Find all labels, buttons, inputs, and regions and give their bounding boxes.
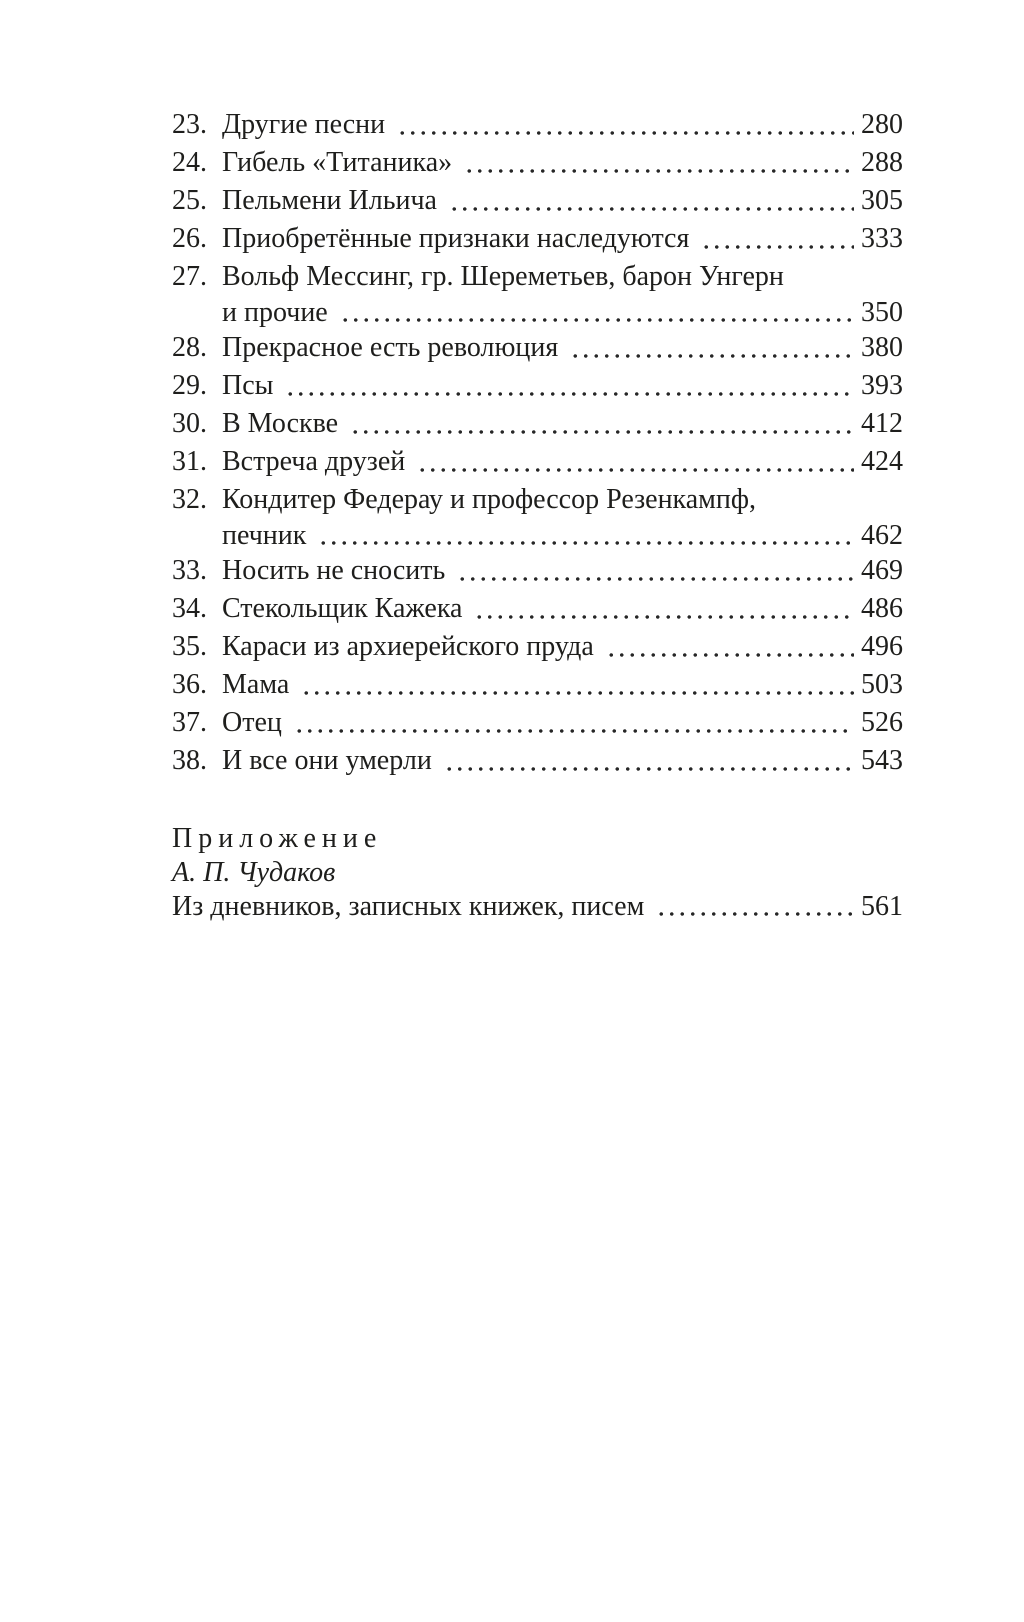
toc-entry-page: 526 bbox=[861, 707, 903, 738]
dot-leader bbox=[474, 590, 854, 628]
toc-entry-number: 26. bbox=[172, 223, 207, 254]
toc-entry-number: 23. bbox=[172, 109, 207, 140]
dot-leader bbox=[417, 443, 854, 481]
toc-entry-page: 469 bbox=[861, 555, 903, 586]
dot-leader bbox=[301, 666, 854, 704]
appendix-entry-page: 561 bbox=[861, 891, 903, 922]
toc-entry bbox=[172, 106, 903, 144]
toc-entry-page: 496 bbox=[861, 631, 903, 662]
toc-entry-number: 36. bbox=[172, 669, 207, 700]
toc-entry-page: 462 bbox=[861, 520, 903, 551]
toc-entry bbox=[172, 552, 903, 590]
toc-entry bbox=[172, 481, 903, 552]
appendix-entry-title: Из дневников, записных книжек, писем bbox=[172, 891, 645, 922]
toc-entry-number: 34. bbox=[172, 593, 207, 624]
dot-leader bbox=[570, 329, 854, 367]
toc-entry-title: Приобретённые признаки наследуются bbox=[222, 223, 690, 254]
toc-entry-number: 32. bbox=[172, 484, 207, 515]
toc-entry-page: 350 bbox=[861, 297, 903, 328]
toc-entry-page: 543 bbox=[861, 745, 903, 776]
toc-entry-title: Другие песни bbox=[222, 109, 386, 140]
dot-leader bbox=[318, 519, 854, 552]
toc-entry-number: 29. bbox=[172, 370, 207, 401]
toc-entry-number: 31. bbox=[172, 446, 207, 477]
appendix-entry bbox=[172, 890, 903, 924]
toc-entry bbox=[172, 144, 903, 182]
toc-entry-page: 486 bbox=[861, 593, 903, 624]
toc-entry-page: 380 bbox=[861, 332, 903, 363]
toc-entry-page: 393 bbox=[861, 370, 903, 401]
toc-entry-page: 503 bbox=[861, 669, 903, 700]
toc-entry-number: 28. bbox=[172, 332, 207, 363]
toc-entry-title: Прекрасное есть революция bbox=[222, 332, 559, 363]
toc-entry-title: Встреча друзей bbox=[222, 446, 406, 477]
toc-entry-page: 412 bbox=[861, 408, 903, 439]
toc-entry-number: 33. bbox=[172, 555, 207, 586]
toc-entry-number: 30. bbox=[172, 408, 207, 439]
toc-entry-number: 38. bbox=[172, 745, 207, 776]
table-of-contents bbox=[172, 106, 903, 924]
toc-entry-page: 280 bbox=[861, 109, 903, 140]
toc-entry-title-continuation: печник bbox=[222, 520, 307, 551]
toc-entry bbox=[172, 367, 903, 405]
toc-entry-page: 305 bbox=[861, 185, 903, 216]
toc-entry-number: 24. bbox=[172, 147, 207, 178]
toc-entry-title: И все они умерли bbox=[222, 745, 432, 776]
toc-entry-title: В Москве bbox=[222, 408, 339, 439]
toc-entry bbox=[172, 220, 903, 258]
dot-leader bbox=[457, 552, 854, 590]
dot-leader bbox=[606, 628, 854, 666]
dot-leader bbox=[444, 742, 854, 780]
dot-leader bbox=[350, 405, 854, 443]
dot-leader bbox=[285, 367, 854, 405]
toc-entry bbox=[172, 329, 903, 367]
toc-entry bbox=[172, 443, 903, 481]
toc-entry bbox=[172, 666, 903, 704]
appendix-heading: Приложение bbox=[172, 823, 383, 854]
toc-entry bbox=[172, 742, 903, 780]
toc-entry-title: Караси из архиерейского пруда bbox=[222, 631, 594, 662]
toc-entry-title: Отец bbox=[222, 707, 282, 738]
toc-entry-title: Мама bbox=[222, 669, 290, 700]
dot-leader bbox=[294, 704, 854, 742]
dot-leader bbox=[449, 182, 854, 220]
dot-leader bbox=[701, 220, 854, 258]
toc-entry bbox=[172, 258, 903, 329]
toc-entry-title: Пельмени Ильича bbox=[222, 185, 437, 216]
appendix-section bbox=[172, 822, 903, 924]
toc-entry bbox=[172, 590, 903, 628]
toc-entry-number: 25. bbox=[172, 185, 207, 216]
toc-entry bbox=[172, 405, 903, 443]
dot-leader bbox=[464, 144, 854, 182]
toc-entry-title: Стекольщик Кажека bbox=[222, 593, 463, 624]
toc-entry-title: Кондитер Федерау и профессор Резенкампф, bbox=[222, 484, 757, 515]
toc-entry-number: 35. bbox=[172, 631, 207, 662]
toc-entry bbox=[172, 628, 903, 666]
toc-entry bbox=[172, 704, 903, 742]
toc-entry-page: 333 bbox=[861, 223, 903, 254]
toc-entry-number: 37. bbox=[172, 707, 207, 738]
toc-entry-page: 288 bbox=[861, 147, 903, 178]
toc-entry-title: Гибель «Титаника» bbox=[222, 147, 453, 178]
toc-entry bbox=[172, 182, 903, 220]
toc-entry-page: 424 bbox=[861, 446, 903, 477]
toc-entry-title-continuation: и прочие bbox=[222, 297, 328, 328]
appendix-author: А. П. Чудаков bbox=[172, 857, 336, 888]
toc-entry-title: Псы bbox=[222, 370, 274, 401]
dot-leader bbox=[397, 106, 854, 144]
toc-entry-number: 27. bbox=[172, 261, 207, 292]
dot-leader bbox=[340, 296, 854, 329]
toc-entry-title: Носить не сносить bbox=[222, 555, 446, 586]
toc-entry-title: Вольф Мессинг, гр. Шереметьев, барон Унгерн bbox=[222, 261, 784, 292]
dot-leader bbox=[656, 890, 854, 924]
